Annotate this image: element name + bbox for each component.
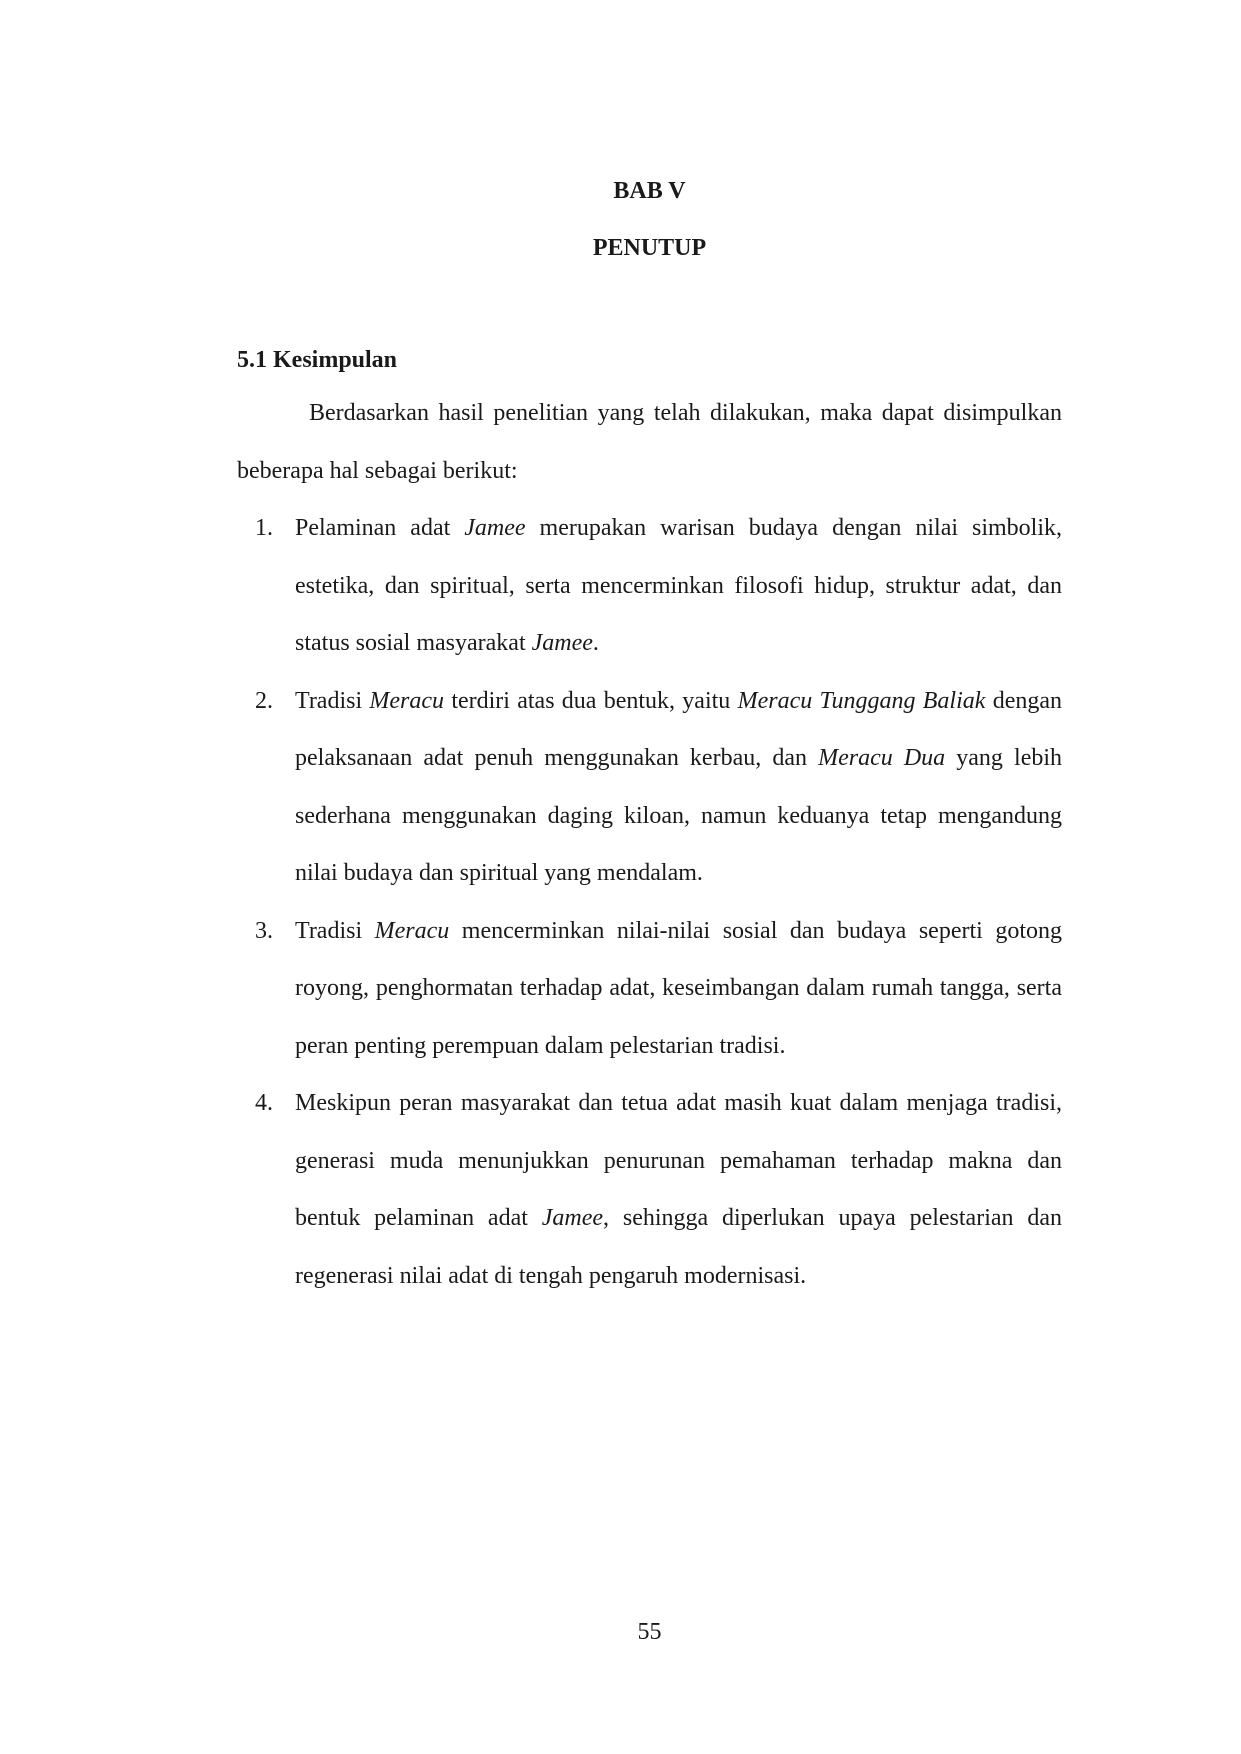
- italic-term: Jamee: [531, 630, 593, 656]
- conclusion-item: [255, 500, 1063, 673]
- item-text: mencerminkan nilai-nilai sosial dan budaya seperti gotong royong, penghormatan terhadap adat, keseimbangan dalam rumah tangga, serta peran penting perempuan dalam pelestarian tradisi.: [295, 917, 1062, 1059]
- section-heading: 5.1 Kesimpulan: [237, 347, 398, 373]
- conclusion-item: [255, 903, 1062, 1076]
- item-text: Meskipun peran masyarakat dan tetua adat masih kuat dalam menjaga tradisi, generasi muda menunjukkan penurunan pemahaman terhadap makna dan bentuk pelaminan adat: [295, 1090, 1062, 1231]
- item-text: yang lebih sederhana menggunakan daging kiloan, namun keduanya tetap mengandung nilai budaya dan spiritual yang mendalam.: [295, 745, 1063, 886]
- italic-term: Meracu: [369, 687, 445, 714]
- item-text: merupakan warisan budaya dengan nilai simbolik, estetika, dan spiritual, serta mencerminkan filosofi hidup, struktur adat, dan status sosial masyarakat: [295, 515, 1063, 656]
- italic-term: Meracu Dua: [818, 745, 946, 771]
- intro-paragraph: Berdasarkan hasil penelitian yang telah dilakukan, maka dapat disimpulkan beberapa hal sebagai berikut:: [237, 400, 1062, 484]
- italic-term: Meracu Tunggang Baliak: [737, 687, 986, 714]
- chapter-title: PENUTUP: [592, 235, 707, 261]
- italic-term: Jamee: [464, 515, 526, 541]
- conclusion-list: [237, 500, 1062, 1305]
- item-number: 2.: [255, 687, 273, 714]
- conclusion-item: [255, 1075, 1062, 1305]
- item-text: Tradisi: [295, 687, 370, 714]
- chapter-label: BAB V: [613, 178, 686, 204]
- page-number: 55: [637, 1619, 662, 1645]
- conclusion-item: [255, 673, 1063, 903]
- item-number: 4.: [255, 1090, 273, 1116]
- italic-term: Meracu: [374, 917, 450, 944]
- item-number: 1.: [255, 515, 273, 541]
- item-text: .: [592, 630, 599, 656]
- item-text: Tradisi: [295, 917, 375, 944]
- item-text: , sehingga diperlukan upaya pelestarian dan regenerasi nilai adat di tengah pengaruh modernisasi.: [295, 1205, 1062, 1289]
- section-body: [237, 385, 1062, 1305]
- item-text: terdiri atas dua bentuk, yaitu: [444, 687, 738, 714]
- item-number: 3.: [255, 917, 273, 944]
- italic-term: Jamee: [541, 1205, 604, 1231]
- item-text: Pelaminan adat: [295, 515, 465, 541]
- item-text: dengan pelaksanaan adat penuh menggunakan kerbau, dan: [295, 687, 1062, 771]
